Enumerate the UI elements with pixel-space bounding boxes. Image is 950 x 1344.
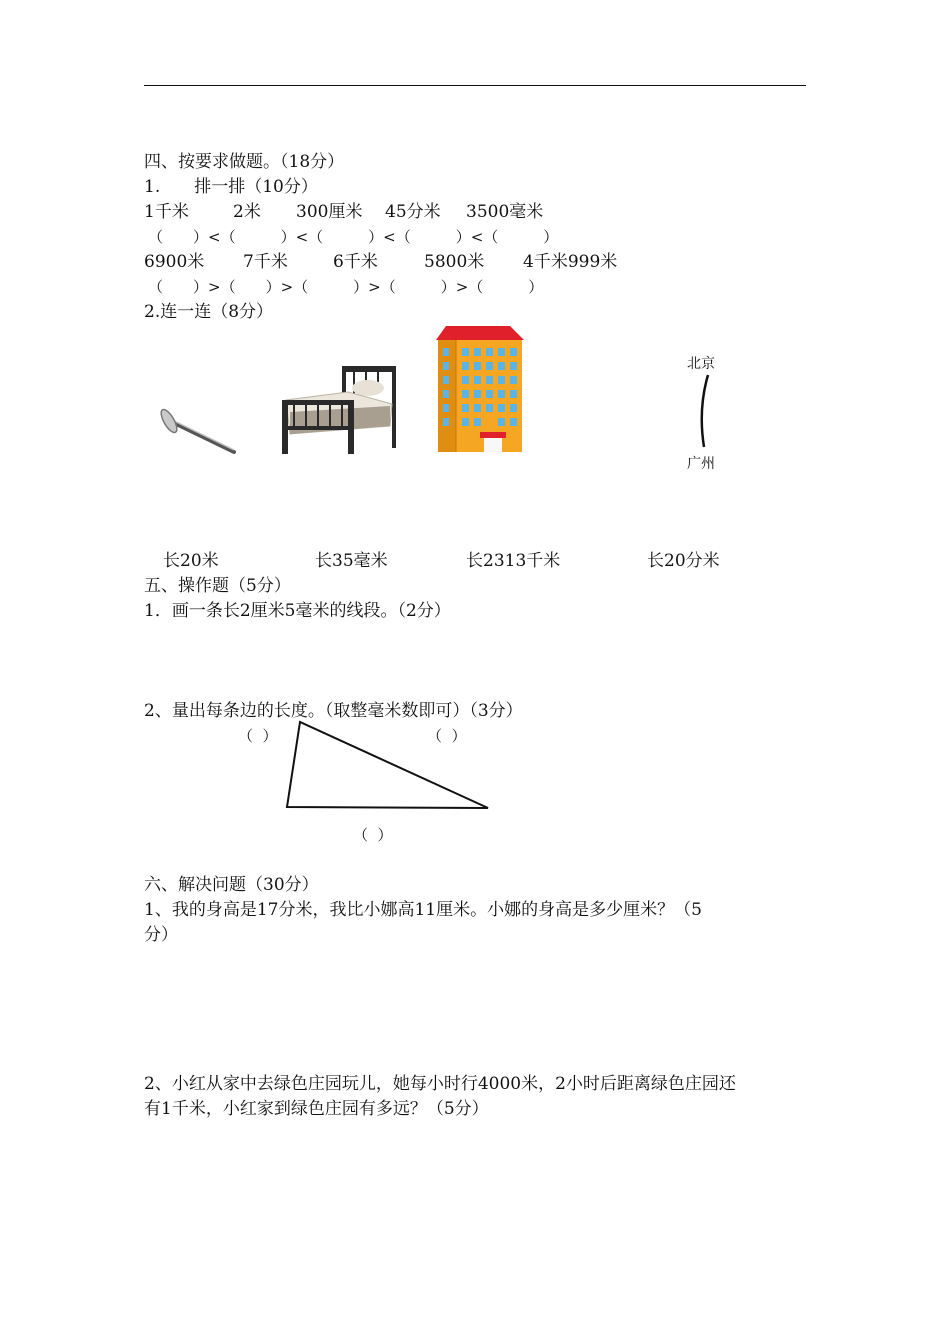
map-label-beijing: 北京 bbox=[687, 356, 715, 372]
blank-base[interactable]: （ ） bbox=[353, 826, 393, 844]
section5-q1: 1．画一条长2厘米5毫米的线段。（2分） bbox=[144, 601, 451, 621]
row2-blanks[interactable]: （ ）>（ ）>（ ）>（ ）>（ ） bbox=[148, 278, 544, 296]
section4-title: 四、按要求做题。（18分） bbox=[144, 152, 345, 172]
building-picture bbox=[436, 326, 536, 454]
section6-title: 六、解决问题（30分） bbox=[144, 875, 319, 895]
nail-picture bbox=[150, 400, 240, 460]
bed-picture bbox=[278, 364, 398, 456]
row2-item: 4千米999米 bbox=[523, 252, 618, 272]
q2-title: 2.连一连（8分） bbox=[144, 302, 274, 322]
row1-item: 2米 bbox=[233, 202, 261, 222]
row1-blanks[interactable]: （ ）<（ ）<（ ）<（ ）<（ ） bbox=[148, 228, 559, 246]
section5-title: 五、操作题（5分） bbox=[144, 576, 291, 596]
section5-q2: 2、量出每条边的长度。（取整毫米数即可）（3分） bbox=[144, 701, 523, 721]
row1-item: 3500毫米 bbox=[466, 202, 544, 222]
section6-q2-line1: 2、小红从家中去绿色庄园玩儿，她每小时行4000米，2小时后距离绿色庄园还 bbox=[144, 1074, 736, 1094]
row2-item: 6900米 bbox=[144, 252, 205, 272]
row1-item: 300厘米 bbox=[296, 202, 363, 222]
triangle-figure bbox=[280, 718, 495, 813]
blank-hypotenuse[interactable]: （ ） bbox=[427, 727, 467, 745]
row1-item: 1千米 bbox=[144, 202, 189, 222]
map-route-line bbox=[690, 373, 720, 451]
row1-item: 45分米 bbox=[385, 202, 441, 222]
row2-item: 6千米 bbox=[333, 252, 378, 272]
row2-item: 7千米 bbox=[243, 252, 288, 272]
length-option: 长20分米 bbox=[647, 551, 720, 571]
length-option: 长2313千米 bbox=[466, 551, 561, 571]
header-rule bbox=[144, 85, 806, 86]
length-option: 长20米 bbox=[163, 551, 219, 571]
map-label-guangzhou: 广州 bbox=[687, 456, 715, 472]
section6-q2-line2: 有1千米，小红家到绿色庄园有多远？（5分） bbox=[144, 1099, 489, 1119]
blank-left-side[interactable]: （ ） bbox=[238, 727, 278, 745]
row2-item: 5800米 bbox=[424, 252, 485, 272]
length-option: 长35毫米 bbox=[315, 551, 388, 571]
section6-q1-line2: 分） bbox=[144, 925, 178, 945]
section6-q1-line1: 1、我的身高是17分米，我比小娜高11厘米。小娜的身高是多少厘米？（5 bbox=[144, 900, 702, 920]
q1-title: 1. 排一排（10分） bbox=[144, 177, 318, 197]
